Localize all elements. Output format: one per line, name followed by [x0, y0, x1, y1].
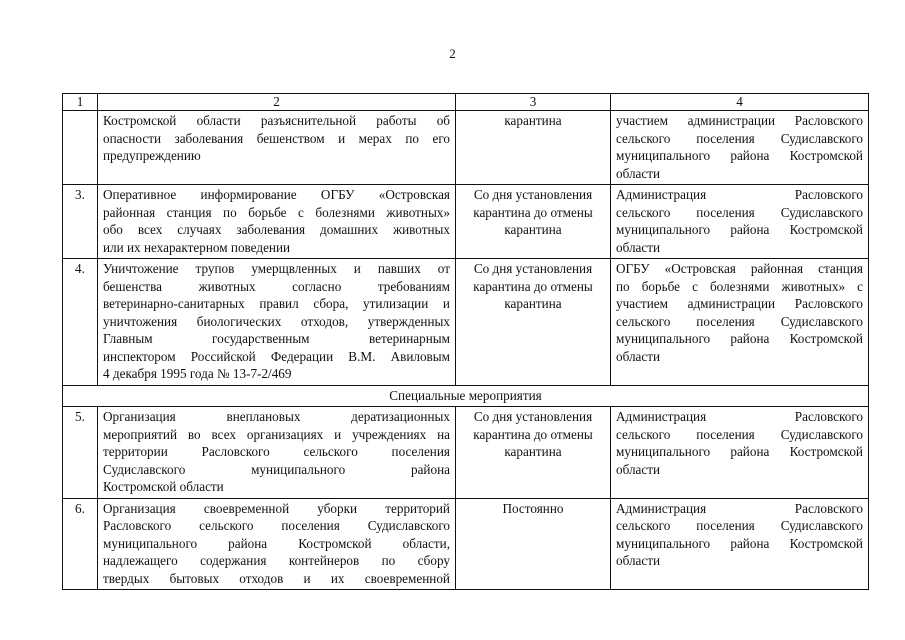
table-header-row	[63, 94, 869, 111]
responsible-line: муниципального района Костромской	[616, 444, 863, 459]
activity-line: надлежащего содержания контейнеров по сбору	[103, 553, 450, 568]
section-title: Специальные мероприятия	[63, 385, 869, 407]
activity-line: инспектором Российской Федерации В.М. Авиловым	[103, 348, 450, 364]
responsible-line: области	[616, 165, 661, 181]
header-col-4: 4	[611, 94, 869, 111]
header-col-1: 1	[63, 94, 98, 111]
responsible-line: сельского поселения Судиславского	[616, 313, 863, 329]
activity-line: муниципального района Костромской области,	[103, 535, 450, 551]
responsible-line: Администрация Расловского	[616, 409, 863, 424]
measures-table	[62, 93, 869, 590]
deadline-cell: Постоянно	[456, 498, 611, 590]
activity-line: Оперативное информирование ОГБУ «Островская	[103, 187, 450, 202]
activity-line: мероприятий во всех организациях и учреждениях на	[103, 426, 450, 442]
activity-line: Расловского сельского поселения Судиславского	[103, 518, 450, 533]
activity-line: бешенства животных согласно требованиям	[103, 278, 450, 294]
activity-line: твердых бытовых отходов и их своевременной	[103, 570, 450, 586]
responsible-line: Администрация Расловского	[616, 187, 863, 202]
activity-line: Организация своевременной уборки территорий	[103, 500, 450, 516]
responsible-line: области	[616, 461, 661, 477]
table-row	[63, 185, 869, 259]
table-row	[63, 407, 869, 499]
responsible-line: сельского поселения Судиславского	[616, 204, 863, 220]
responsible-line: области	[616, 348, 661, 364]
activity-line: Уничтожение трупов умерщвленных и павших от	[103, 261, 450, 276]
activity-line: Главным государственным ветеринарным	[103, 331, 450, 346]
section-row	[63, 385, 869, 407]
activity-line: Костромской области	[103, 479, 224, 494]
table-row	[63, 259, 869, 386]
responsible-line: участием администрации Расловского	[616, 296, 863, 311]
responsible-line: участием администрации Расловского	[616, 113, 863, 128]
activity-cell	[98, 259, 456, 386]
responsible-line: сельского поселения Судиславского	[616, 426, 863, 442]
activity-line: или их нехарактерном поведении	[103, 239, 291, 255]
responsible-line: по борьбе с болезнями животных» с	[616, 278, 863, 294]
responsible-cell	[611, 498, 869, 590]
responsible-line: муниципального района Костромской	[616, 535, 863, 551]
deadline-cell: Со дня установления карантина до отмены карантина	[456, 259, 611, 386]
responsible-line: муниципального района Костромской	[616, 148, 863, 163]
activity-line: обо всех случаях заболевания домашних животных	[103, 222, 450, 237]
header-col-2: 2	[98, 94, 456, 111]
activity-cell	[98, 407, 456, 499]
responsible-cell	[611, 185, 869, 259]
responsible-line: сельского поселения Судиславского	[616, 130, 863, 146]
activity-line: 4 декабря 1995 года № 13-7-2/469	[103, 366, 292, 381]
responsible-line: области	[616, 239, 661, 255]
deadline-cell: Со дня установления карантина до отмены карантина	[456, 407, 611, 499]
activity-cell	[98, 185, 456, 259]
activity-line: территории Расловского сельского поселения	[103, 444, 450, 459]
deadline-cell: карантина	[456, 111, 611, 185]
responsible-line: муниципального района Костромской	[616, 331, 863, 346]
responsible-line: муниципального района Костромской	[616, 222, 863, 237]
deadline-cell: Со дня установления карантина до отмены карантина	[456, 185, 611, 259]
responsible-line: ОГБУ «Островская районная станция	[616, 261, 863, 276]
activity-line: Костромской области разъяснительной работы об	[103, 113, 450, 128]
table-row	[63, 111, 869, 185]
responsible-line: Администрация Расловского	[616, 500, 863, 516]
activity-line: районная станция по борьбе с болезнями животных»	[103, 204, 450, 220]
row-number: 3.	[63, 185, 98, 259]
page-number: 2	[449, 46, 456, 61]
responsible-cell	[611, 259, 869, 386]
activity-line: предупреждению	[103, 148, 201, 163]
responsible-cell	[611, 111, 869, 185]
row-number: 4.	[63, 259, 98, 386]
activity-cell	[98, 111, 456, 185]
activity-line: Судиславского муниципального района	[103, 461, 450, 477]
row-number: 6.	[63, 498, 98, 590]
activity-line: ветеринарно-санитарных правил сбора, утилизации и	[103, 296, 450, 311]
row-number	[63, 111, 98, 185]
activity-line: уничтожения биологических отходов, утвержденных	[103, 313, 450, 329]
activity-line: Организация внеплановых дератизационных	[103, 409, 450, 424]
responsible-line: сельского поселения Судиславского	[616, 518, 863, 533]
header-col-3: 3	[456, 94, 611, 111]
activity-cell	[98, 498, 456, 590]
activity-line: опасности заболевания бешенством и мерах по его	[103, 130, 450, 146]
responsible-cell	[611, 407, 869, 499]
responsible-line: области	[616, 553, 661, 568]
row-number: 5.	[63, 407, 98, 499]
table-row	[63, 498, 869, 590]
